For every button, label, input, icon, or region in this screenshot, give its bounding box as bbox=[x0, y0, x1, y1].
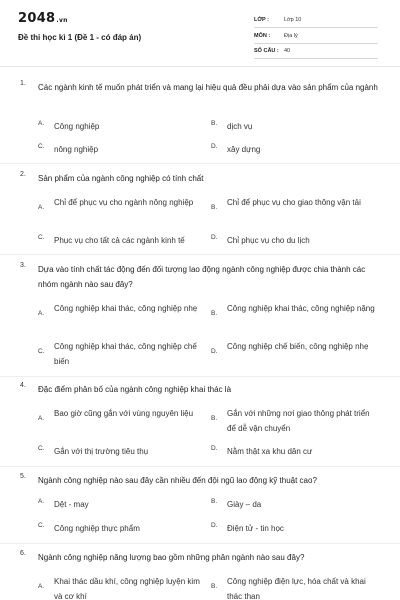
logo-suffix: .vn bbox=[56, 17, 68, 24]
option-letter: B. bbox=[211, 310, 218, 317]
option-text: Giày – da bbox=[227, 500, 262, 509]
option-letter: C. bbox=[38, 348, 45, 355]
logo-text: 2048 bbox=[18, 11, 56, 26]
option-letter: C. bbox=[38, 522, 45, 529]
document-title: Đề thi học kì 1 (Đề 1 - có đáp án) bbox=[18, 33, 142, 42]
option-text: Chỉ để phục vụ cho giao thông vận tải bbox=[227, 198, 361, 207]
header-divider bbox=[0, 66, 400, 67]
option-letter: D. bbox=[211, 143, 218, 150]
meta-label: MÔN : bbox=[254, 33, 271, 39]
meta-label: LỚP : bbox=[254, 17, 269, 23]
option-text: Công nghiệp chế biến, công nghiệp nhẹ bbox=[227, 342, 369, 351]
question-number: 5. bbox=[20, 473, 26, 480]
option-text: Công nghiệp khai thác, công nghiệp nặng bbox=[227, 304, 375, 313]
option-text: Phục vụ cho tất cả các ngành kinh tế bbox=[54, 236, 185, 245]
option-letter: D. bbox=[211, 348, 218, 355]
option-text: Công nghiệp bbox=[54, 122, 100, 131]
option-text: dịch vụ bbox=[227, 122, 253, 131]
meta-row-question-count bbox=[254, 44, 378, 59]
option-letter: C. bbox=[38, 234, 45, 241]
question-divider bbox=[0, 466, 400, 467]
question-number: 4. bbox=[20, 382, 26, 389]
option-letter: D. bbox=[211, 522, 218, 529]
question-text: Ngành công nghiệp nào sau đây cần nhiều đến đội ngũ lao động kỹ thuật cao? bbox=[38, 476, 317, 485]
document-header bbox=[0, 0, 400, 70]
option-letter: A. bbox=[38, 583, 45, 590]
option-letter: B. bbox=[211, 204, 218, 211]
option-letter: A. bbox=[38, 415, 45, 422]
question-text: Các ngành kinh tế muốn phát triển và mang lại hiệu quả đều phải dựa vào sản phẩm của ngành bbox=[38, 83, 378, 92]
option-text: Chỉ để phục vụ cho ngành nông nghiệp bbox=[54, 198, 194, 207]
site-logo[interactable] bbox=[18, 11, 68, 26]
option-letter: A. bbox=[38, 498, 45, 505]
question-divider bbox=[0, 254, 400, 255]
option-text: Công nghiệp khai thác, công nghiệp nhẹ bbox=[54, 304, 198, 313]
question-text: Ngành công nghiệp năng lượng bao gồm những phân ngành nào sau đây? bbox=[38, 553, 305, 562]
question-number: 3. bbox=[20, 262, 26, 269]
option-text: Chỉ phục vụ cho du lịch bbox=[227, 236, 310, 245]
option-letter: A. bbox=[38, 204, 45, 211]
option-text: Gắn với những nơi giao thông phát triển để dễ vận chuyển bbox=[227, 409, 370, 433]
option-letter: A. bbox=[38, 120, 45, 127]
meta-value: Lớp 10 bbox=[284, 17, 302, 23]
option-text: Nằm thật xa khu dân cư bbox=[227, 447, 313, 456]
option-text: xây dựng bbox=[227, 145, 261, 154]
option-letter: C. bbox=[38, 143, 45, 150]
question-text: Đặc điểm phân bố của ngành công nghiệp khai thác là bbox=[38, 385, 232, 394]
question-divider bbox=[0, 376, 400, 377]
option-text: Gắn với thị trường tiêu thụ bbox=[54, 447, 149, 456]
option-text: Công nghiệp điện lực, hóa chất và khai thác than bbox=[227, 577, 366, 600]
meta-value: 40 bbox=[284, 48, 291, 54]
question-text: Sản phẩm của ngành công nghiệp có tính chất bbox=[38, 174, 204, 183]
question-text: Dựa vào tính chất tác động đến đối tượng lao động ngành công nghiệp được chia thành các nhóm ngành nào sau đây? bbox=[38, 265, 366, 289]
meta-row-class bbox=[254, 13, 378, 28]
option-letter: D. bbox=[211, 234, 218, 241]
meta-label: SỐ CÂU : bbox=[254, 48, 279, 54]
option-text: Dệt - may bbox=[54, 500, 89, 509]
option-letter: B. bbox=[211, 415, 218, 422]
question-number: 1. bbox=[20, 80, 26, 87]
option-text: Công nghiệp khai thác, công nghiệp chế biến bbox=[54, 342, 197, 366]
option-letter: A. bbox=[38, 310, 45, 317]
option-text: Khai thác dầu khí, công nghiệp luyện kim và cơ khí bbox=[54, 577, 200, 600]
option-text: Công nghiệp thực phẩm bbox=[54, 524, 140, 533]
question-number: 6. bbox=[20, 550, 26, 557]
question-number: 2. bbox=[20, 171, 26, 178]
option-text: nông nghiệp bbox=[54, 145, 99, 154]
option-letter: B. bbox=[211, 583, 218, 590]
meta-row-subject bbox=[254, 29, 378, 44]
option-letter: D. bbox=[211, 445, 218, 452]
option-letter: B. bbox=[211, 120, 218, 127]
option-text: Điện tử - tin học bbox=[227, 524, 284, 533]
option-text: Bao giờ cũng gắn với vùng nguyên liệu bbox=[54, 409, 194, 418]
question-divider bbox=[0, 543, 400, 544]
meta-value: Địa lý bbox=[284, 33, 298, 39]
question-divider bbox=[0, 163, 400, 164]
option-letter: B. bbox=[211, 498, 218, 505]
option-letter: C. bbox=[38, 445, 45, 452]
